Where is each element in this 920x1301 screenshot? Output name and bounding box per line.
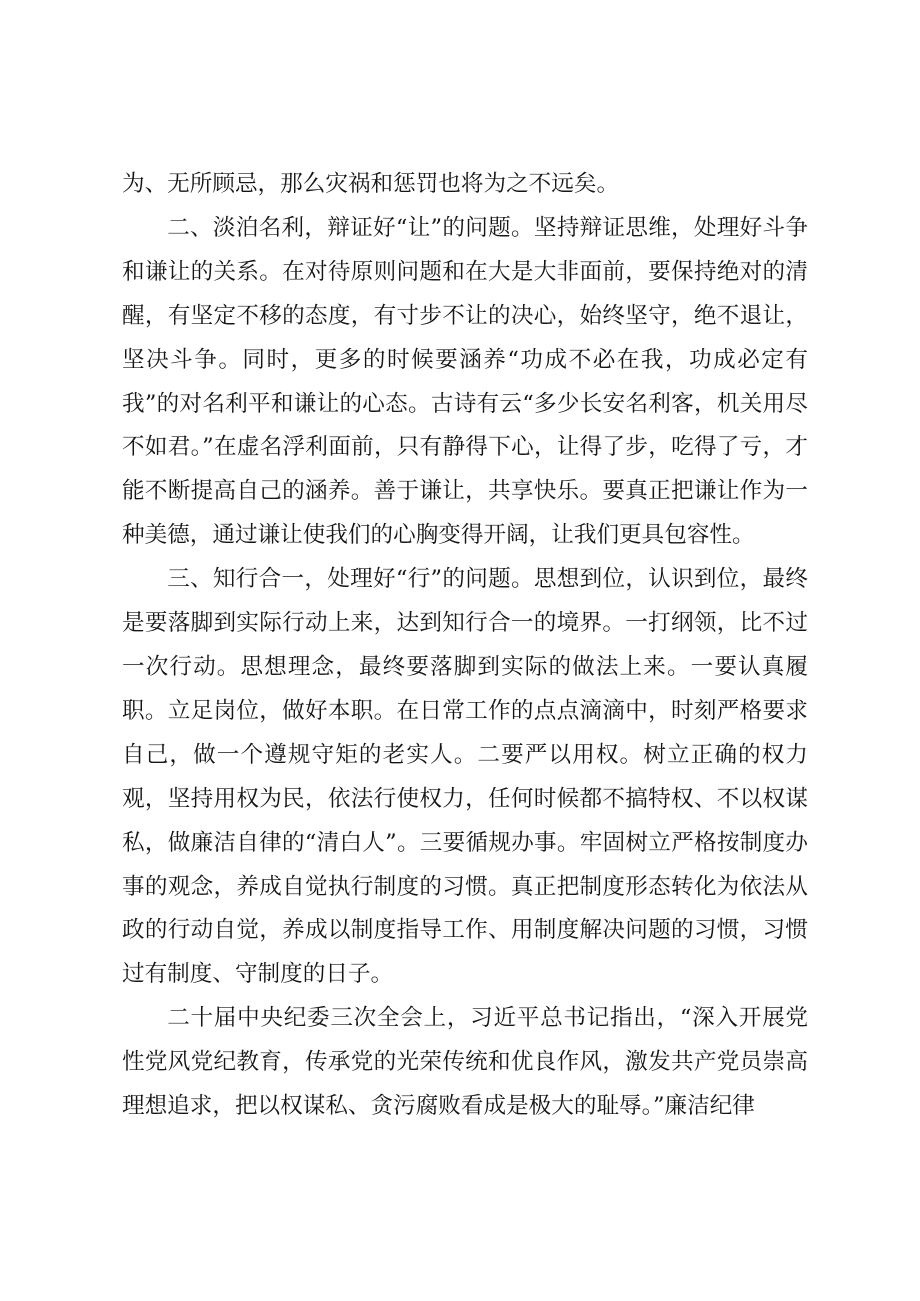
paragraph-closing: 二十届中央纪委三次全会上，习近平总书记指出，“深入开展党性党风党纪教育，传承党的光荣传统和优良作风，激发共产党员崇高理想追求，把以权谋私、贪污腐败看成是极大的耻辱。”廉洁纪律	[122, 1005, 808, 1120]
paragraph-continuation: 为、无所顾忌，那么灾祸和惩罚也将为之不远矣。	[122, 171, 620, 197]
paragraph-section-three: 三、知行合一，处理好“行”的问题。思想到位，认识到位，最终是要落脚到实际行动上来，达到知行合一的境界。一打纲领，比不过一次行动。思想理念，最终要落脚到实际的做法上来。一要认真履职。立足岗位，做好本职。在日常工作的点点滴滴中，时刻严格要求自己，做一个遵规守矩的老实人。二要严以用权。树立正确的权力观，坚持用权为民，依法行使权力，任何时候都不搞特权、不以权谋私，做廉洁自律的“清白人”。三要循规办事。牢固树立严格按制度办事的观念，养成自觉执行制度的习惯。真正把制度形态转化为依法从政的行动自觉，养成以制度指导工作、用制度解决问题的习惯，习惯过有制度、守制度的日子。	[122, 566, 808, 988]
document-body	[122, 163, 808, 1129]
paragraph-section-two: 二、淡泊名利，辩证好“让”的问题。坚持辩证思维，处理好斗争和谦让的关系。在对待原则问题和在大是大非面前，要保持绝对的清醒，有坚定不移的态度，有寸步不让的决心，始终坚守，绝不退让，坚决斗争。同时，更多的时候要涵养“功成不必在我，功成必定有我”的对名利平和谦让的心态。古诗有云“多少长安名利客，机关用尽不如君。”在虚名浮利面前，只有静得下心，让得了步，吃得了亏，才能不断提高自己的涵养。善于谦让，共享快乐。要真正把谦让作为一种美德，通过谦让使我们的心胸变得开阔，让我们更具包容性。	[122, 214, 808, 549]
